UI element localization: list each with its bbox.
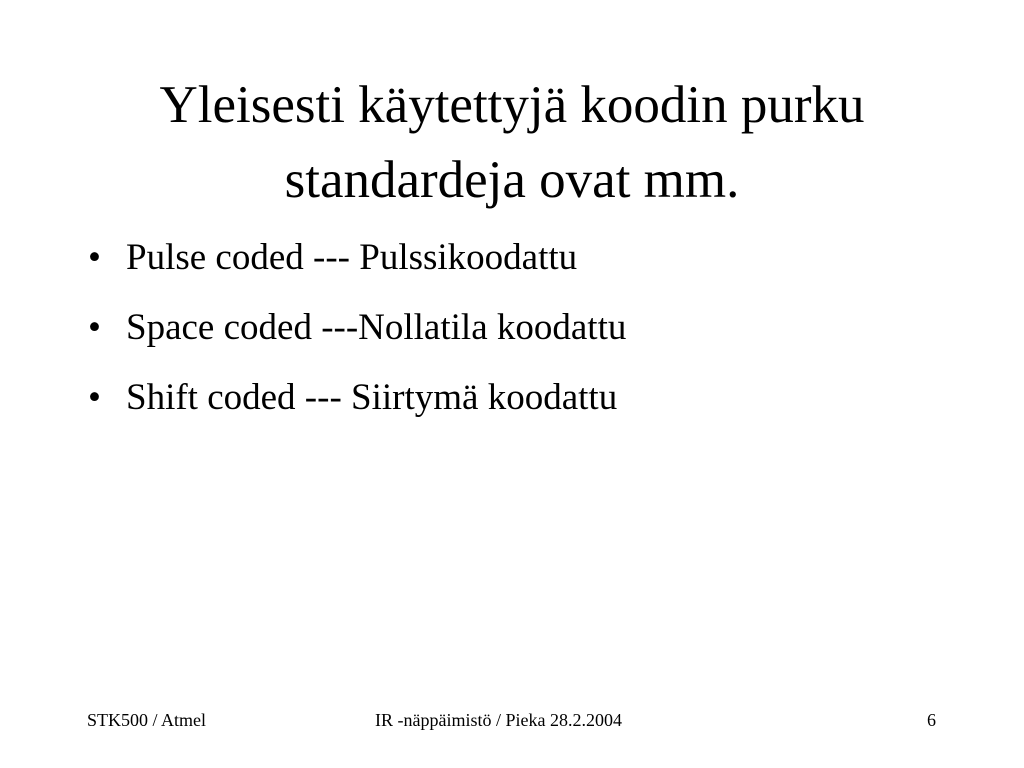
- bullet-text: Space coded ---Nollatila koodattu: [126, 307, 627, 348]
- slide-title-line-2: standardeja ovat mm.: [284, 151, 740, 209]
- bullet-icon: •: [88, 307, 101, 348]
- bullet-icon: •: [88, 237, 101, 278]
- bullet-item-pulse-coded: [88, 230, 948, 286]
- slide-footer: [0, 706, 1024, 734]
- bullet-list: [88, 230, 948, 440]
- footer-center-text: IR -näppäimistö / Pieka 28.2.2004: [375, 710, 622, 730]
- bullet-text: Pulse coded --- Pulssikoodattu: [126, 237, 578, 278]
- slide-title: [64, 68, 960, 218]
- bullet-text: Shift coded --- Siirtymä koodattu: [126, 377, 618, 418]
- footer-left-text: STK500 / Atmel: [87, 710, 207, 730]
- slide-number: 6: [927, 710, 936, 730]
- bullet-icon: •: [88, 377, 101, 418]
- bullet-item-space-coded: [88, 300, 948, 356]
- bullet-item-shift-coded: [88, 370, 948, 426]
- slide-title-line-1: Yleisesti käytettyjä koodin purku: [159, 76, 865, 134]
